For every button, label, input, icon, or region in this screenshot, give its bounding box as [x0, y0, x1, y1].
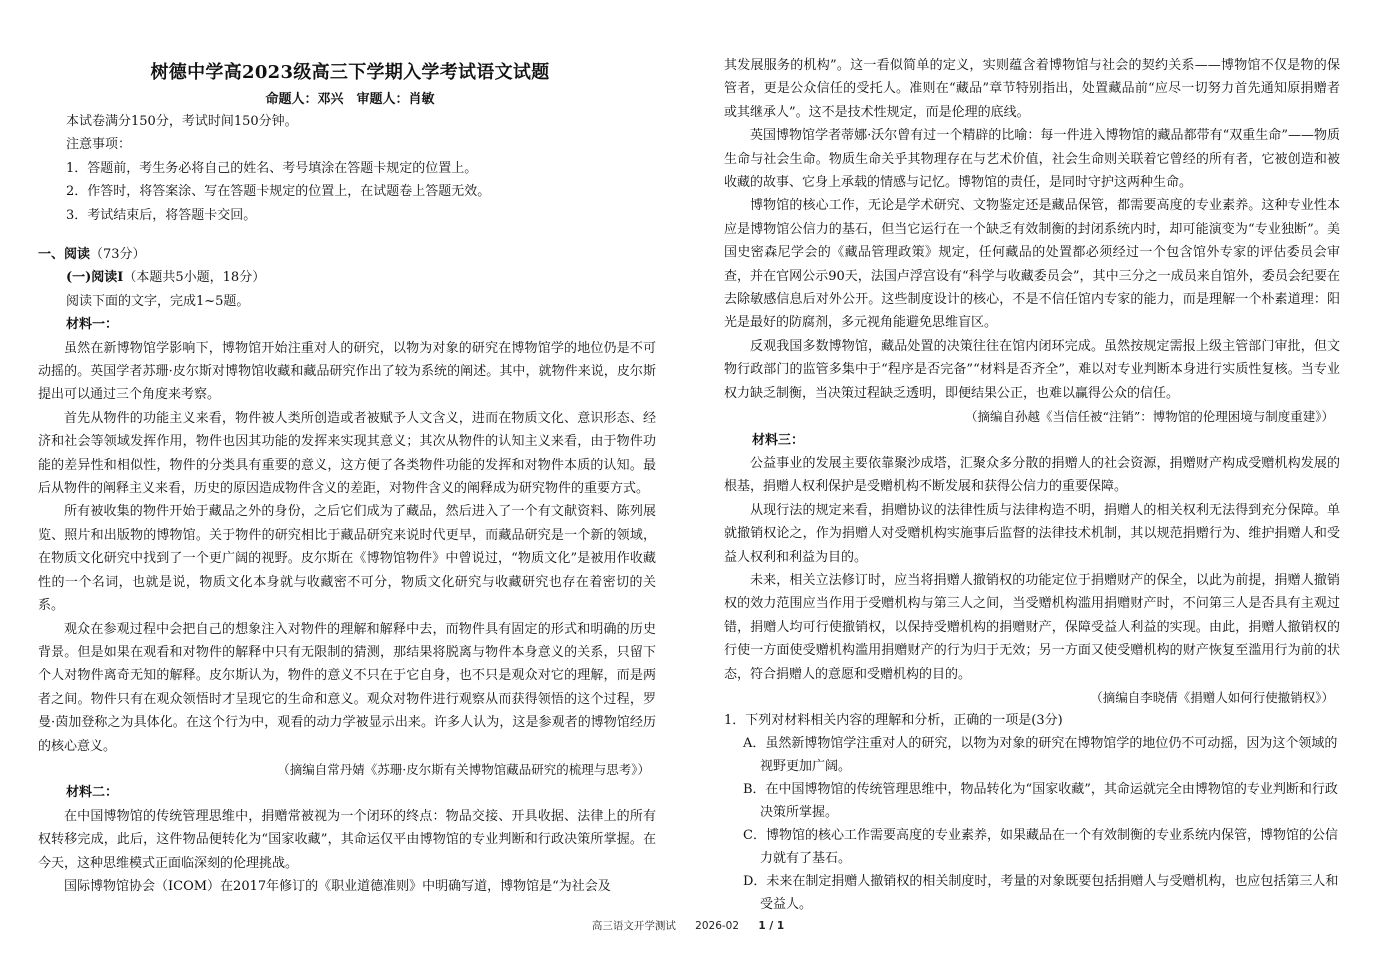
page-footer — [0, 918, 1376, 933]
notice-item: 2．作答时，将答案涂、写在答题卡规定的位置上，在试题卷上答题无效。 — [66, 184, 491, 200]
footer-exam-name: 高三语文开学测试 — [591, 920, 676, 932]
question-option-b: B．在中国博物馆的传统管理思维中，物品转化为“国家收藏”，其命运就完全由博物馆的专业判断和行政决策所掌握。 — [743, 782, 1338, 821]
section-heading — [38, 243, 656, 266]
question-option-d: D．未来在制定捐赠人撤销权的相关制度时，考量的对象既要包括捐赠人与受赠机构，也应包括第三人和受益人。 — [743, 874, 1339, 913]
material3-source: （摘编自李晓倩《捐赠人如何行使撤销权》） — [1090, 689, 1334, 705]
page-title: 树德中学高2023级高三下学期入学考试语文试题 — [150, 62, 550, 83]
material3-label: 材料三： — [752, 432, 805, 448]
question-option-a: A．虽然新博物馆学注重对人的研究，以物为对象的研究在博物馆学的地位仍不可动摇，因为这个领域的视野更加广阔。 — [743, 736, 1338, 775]
exam-info: 本试卷满分150分，考试时间150分钟。 — [66, 114, 298, 129]
footer-page-number: 1 / 1 — [758, 920, 785, 932]
notice-item: 1．答题前，考生务必将自己的姓名、考号填涂在答题卡规定的位置上。 — [66, 160, 478, 176]
question-stem: 1．下列对材料相关内容的理解和分析，正确的一项是(3分) — [724, 713, 1063, 729]
material3-paragraph: 未来，相关立法修订时，应当将捐赠人撤销权的功能定位于捐赠财产的保全，以此为前提，捐赠人撤销权的效力范围应当作用于受赠机构与第三人之间，当受赠机构滥用捐赠财产时，不问第三人是否具有主观过错，捐赠人均可行使撤销权，以保持受赠机构的捐赠财产，保障受益人利益的实现。由此，捐赠人撤销权的行使一方面使受赠机构滥用捐赠财产的行为归于无效；另一方面又使受赠机构的财产恢复至滥用行为前的状态，符合捐赠人的意愿和受赠机构的目的。 — [724, 572, 1340, 682]
section-reading — [38, 243, 656, 898]
material2-source: （摘编自孙越《当信任被“注销”：博物馆的伦理困境与制度重建》） — [964, 409, 1334, 425]
author-line: 命题人：邓兴 审题人：肖敏 — [265, 92, 435, 107]
sub-heading-text: (一)阅读Ⅰ — [66, 270, 124, 286]
question-1 — [724, 709, 1340, 916]
reading-prompt: 阅读下面的文字，完成1~5题。 — [66, 293, 250, 309]
material2-paragraph: 英国博物馆学者蒂娜·沃尔曾有过一个精辟的比喻：每一件进入博物馆的藏品都带有“双重生命”——物质生命与社会生命。物质生命关乎其物理存在与艺术价值，社会生命则关联着它曾经的所有者，它被创造和被收藏的故事、它身上承载的情感与记忆。博物馆的责任，是同时守护这两种生命。 — [724, 128, 1340, 191]
question-option-c: C．博物馆的核心工作需要高度的专业素养，如果藏品在一个有效制衡的专业系统内保管，博物馆的公信力就有了基石。 — [743, 828, 1338, 867]
material2-paragraph: 在中国博物馆的传统管理思维中，捐赠常被视为一个闭环的终点：物品交接、开具收据、法律上的所有权转移完成，此后，这件物品便转化为“国家收藏”，其命运仅平由博物馆的专业判断和行政决策所掌握。在今天，这种思维模式正面临深刻的伦理挑战。 — [38, 808, 656, 871]
material1-label: 材料一： — [66, 317, 119, 333]
material2-paragraph: 博物馆的核心工作，无论是学术研究、文物鉴定还是藏品保管，都需要高度的专业素养。这种专业性本应是博物馆公信力的基石，但当它运行在一个缺乏有效制衡的封闭系统内时，却可能演变为“专业独断”。美国史密森尼学会的《藏品管理政策》规定，任何藏品的处置都必须经过一个包含馆外专家的评估委员会审查，并在官网公示90天，法国卢浮宫设有“科学与收藏委员会”，其中三分之一成员来自馆外，委员会纪要在去除敏感信息后对外公开。这些制度设计的核心，不是不信任馆内专家的能力，而是理解一个朴素道理：阳光是最好的防腐剂，多元视角能避免思维盲区。 — [724, 198, 1340, 331]
material2-paragraph: 国际博物馆协会（ICOM）在2017年修订的《职业道德准则》中明确写道，博物馆是“为社会及 — [64, 878, 611, 894]
notice-label: 注意事项： — [66, 137, 132, 153]
material1-paragraph: 所有被收集的物件开始于藏品之外的身份，之后它们成为了藏品，然后进入了一个有文献资料、陈列展览、照片和出版物的博物馆。关于物件的研究相比于藏品研究来说时代更早，而藏品研究是一个新的领域，在物质文化研究中找到了一个更广阔的视野。皮尔斯在《博物馆物件》中曾说过，“物质文化”是被用作收藏性的一个名词，也就是说，物质文化本身就与收藏密不可分，物质文化研究与收藏研究也存在着密切的关系。 — [38, 504, 656, 614]
sub-heading-note: （本题共5小题，18分） — [123, 270, 266, 286]
material1-paragraph: 首先从物件的功能主义来看，物件被人类所创造或者被赋予人文含义，进而在物质文化、意识形态、经济和社会等领域发挥作用，物件也因其功能的发挥来实现其意义；其次从物件的认知主义来看，由于物件功能的差异性和相似性，物件的分类具有重要的意义，这方便了各类物件功能的发挥和对物件本质的认知。最后从物件的阐释主义来看，历史的原因造成物件含义的差距，对物件含义的阐释成为研究物件的重要方式。 — [38, 410, 656, 497]
footer-date: 2026-02 — [695, 920, 740, 932]
instructions — [66, 110, 656, 227]
right-content — [724, 54, 1340, 916]
sub-heading — [38, 266, 656, 289]
material2-paragraph: 反观我国多数博物馆，藏品处置的决策往往在馆内闭环完成。虽然按规定需报上级主管部门审批，但文物行政部门的监管多集中于“程序是否完备”“材料是否齐全”，难以对专业判断本身进行实质性复核。当专业权力缺乏制衡，当决策过程缺乏透明，即便结果公正，也难以赢得公众的信任。 — [724, 338, 1340, 401]
material3-paragraph: 公益事业的发展主要依靠聚沙成塔，汇聚众多分散的捐赠人的社会资源，捐赠财产构成受赠机构发展的根基，捐赠人权利保护是受赠机构不断发展和获得公信力的重要保障。 — [724, 455, 1340, 495]
material1-paragraph: 虽然在新博物馆学影响下，博物馆开始注重对人的研究，以物为对象的研究在博物馆学的地位仍是不可动摇的。英国学者苏珊·皮尔斯对博物馆收藏和藏品研究作出了较为系统的阐述。其中，就物件来说，皮尔斯提出可以通过三个角度来考察。 — [38, 340, 656, 403]
section-heading-text: 一、阅读 — [38, 247, 91, 262]
section-heading-score: （73分） — [90, 247, 146, 262]
notice-item: 3．考试结束后，将答题卡交回。 — [66, 207, 257, 223]
material2-continued: 其发展服务的机构”。这一看似简单的定义，实则蕴含着博物馆与社会的契约关系——博物馆不仅是物的保管者，更是公众信任的受托人。准则在“藏品”章节特别指出，处置藏品前“应尽一切努力首先通知原捐赠者或其继承人”。这不是技术性规定，而是伦理的底线。 — [724, 58, 1340, 120]
material1-paragraph: 观众在参观过程中会把自己的想象注入对物件的理解和解释中去，而物件具有固定的形式和明确的历史背景。但是如果在观看和对物件的解释中只有无限制的猜测，那结果将脱离与物件本身意义的关系，只留下个人对物件离奇无知的解释。皮尔斯认为，物件的意义不只在于它自身，也不只是观众对它的理解，而是两者之间。物件只有在观众领悟时才呈现它的生命和意义。观众对物件进行观察从而获得领悟的这个过程，罗曼·茵加登称之为具体化。在这个行为中，观看的动力学被显示出来。许多人认为，这是参观者的博物馆经历的核心意义。 — [38, 621, 656, 754]
material3-paragraph: 从现行法的规定来看，捐赠协议的法律性质与法律构造不明，捐赠人的相关权利无法得到充分保障。单就撤销权论之，作为捐赠人对受赠机构实施事后监督的法律技术机制，其以规范捐赠行为、维护捐赠人和受益人权利和利益为目的。 — [724, 502, 1340, 565]
material2-label: 材料二： — [66, 785, 119, 801]
material1-source: （摘编自常丹婧《苏珊·皮尔斯有关博物馆藏品研究的梳理与思考》） — [277, 761, 650, 777]
